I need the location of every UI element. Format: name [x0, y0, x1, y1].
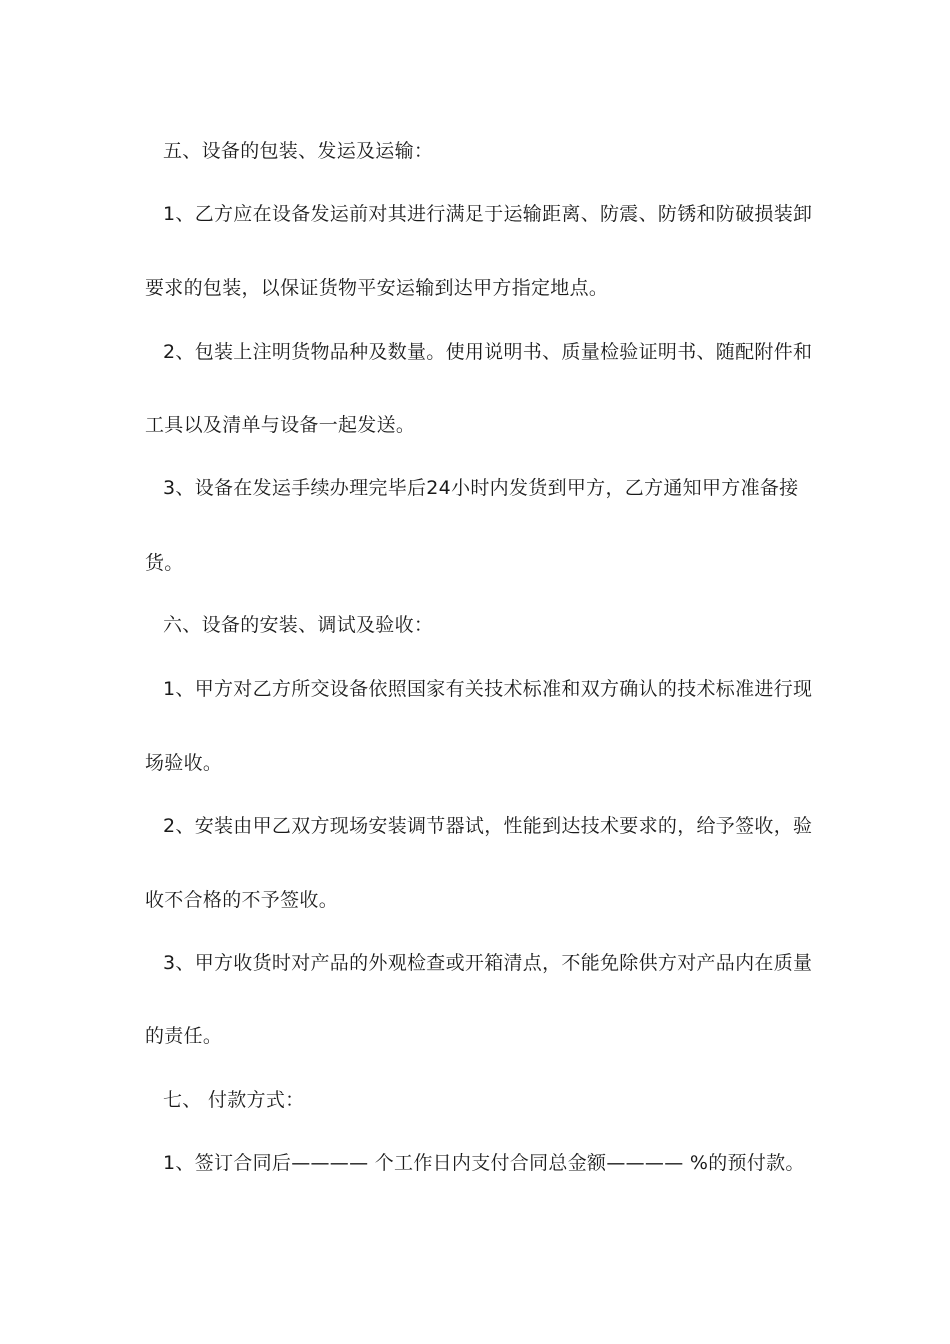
section-7-item-1-line-1: 1、签订合同后———— 个工作日内支付合同总金额———— %的预付款。: [163, 1152, 805, 1174]
section-5-heading: 五、设备的包装、发运及运输：: [163, 140, 434, 162]
section-5-item-3-line-1: 3、设备在发运手续办理完毕后24小时内发货到甲方，乙方通知甲方准备接: [163, 477, 799, 499]
section-6-item-2-line-2: 收不合格的不予签收。: [145, 889, 339, 911]
section-5-item-1-line-1: 1、乙方应在设备发运前对其进行满足于运输距离、防震、防锈和防破损装卸: [163, 203, 813, 225]
section-5-item-2-line-2: 工具以及清单与设备一起发送。: [145, 414, 416, 436]
section-6-item-3-line-1: 3、甲方收货时对产品的外观检查或开箱清点，不能免除供方对产品内在质量: [163, 952, 813, 974]
section-6-heading: 六、设备的安装、调试及验收：: [163, 614, 434, 636]
section-6-item-1-line-1: 1、甲方对乙方所交设备依照国家有关技术标准和双方确认的技术标准进行现: [163, 678, 813, 700]
section-6-item-2-line-1: 2、安装由甲乙双方现场安装调节器试，性能到达技术要求的，给予签收，验: [163, 815, 813, 837]
section-5-item-2-line-1: 2、包装上注明货物品种及数量。使用说明书、质量检验证明书、随配附件和: [163, 341, 813, 363]
section-6-item-3-line-2: 的责任。: [145, 1025, 223, 1047]
section-5-item-3-line-2: 货。: [145, 552, 184, 574]
section-7-heading: 七、 付款方式：: [163, 1089, 305, 1111]
section-6-item-1-line-2: 场验收。: [145, 752, 223, 774]
section-5-item-1-line-2: 要求的包装，以保证货物平安运输到达甲方指定地点。: [145, 277, 609, 299]
